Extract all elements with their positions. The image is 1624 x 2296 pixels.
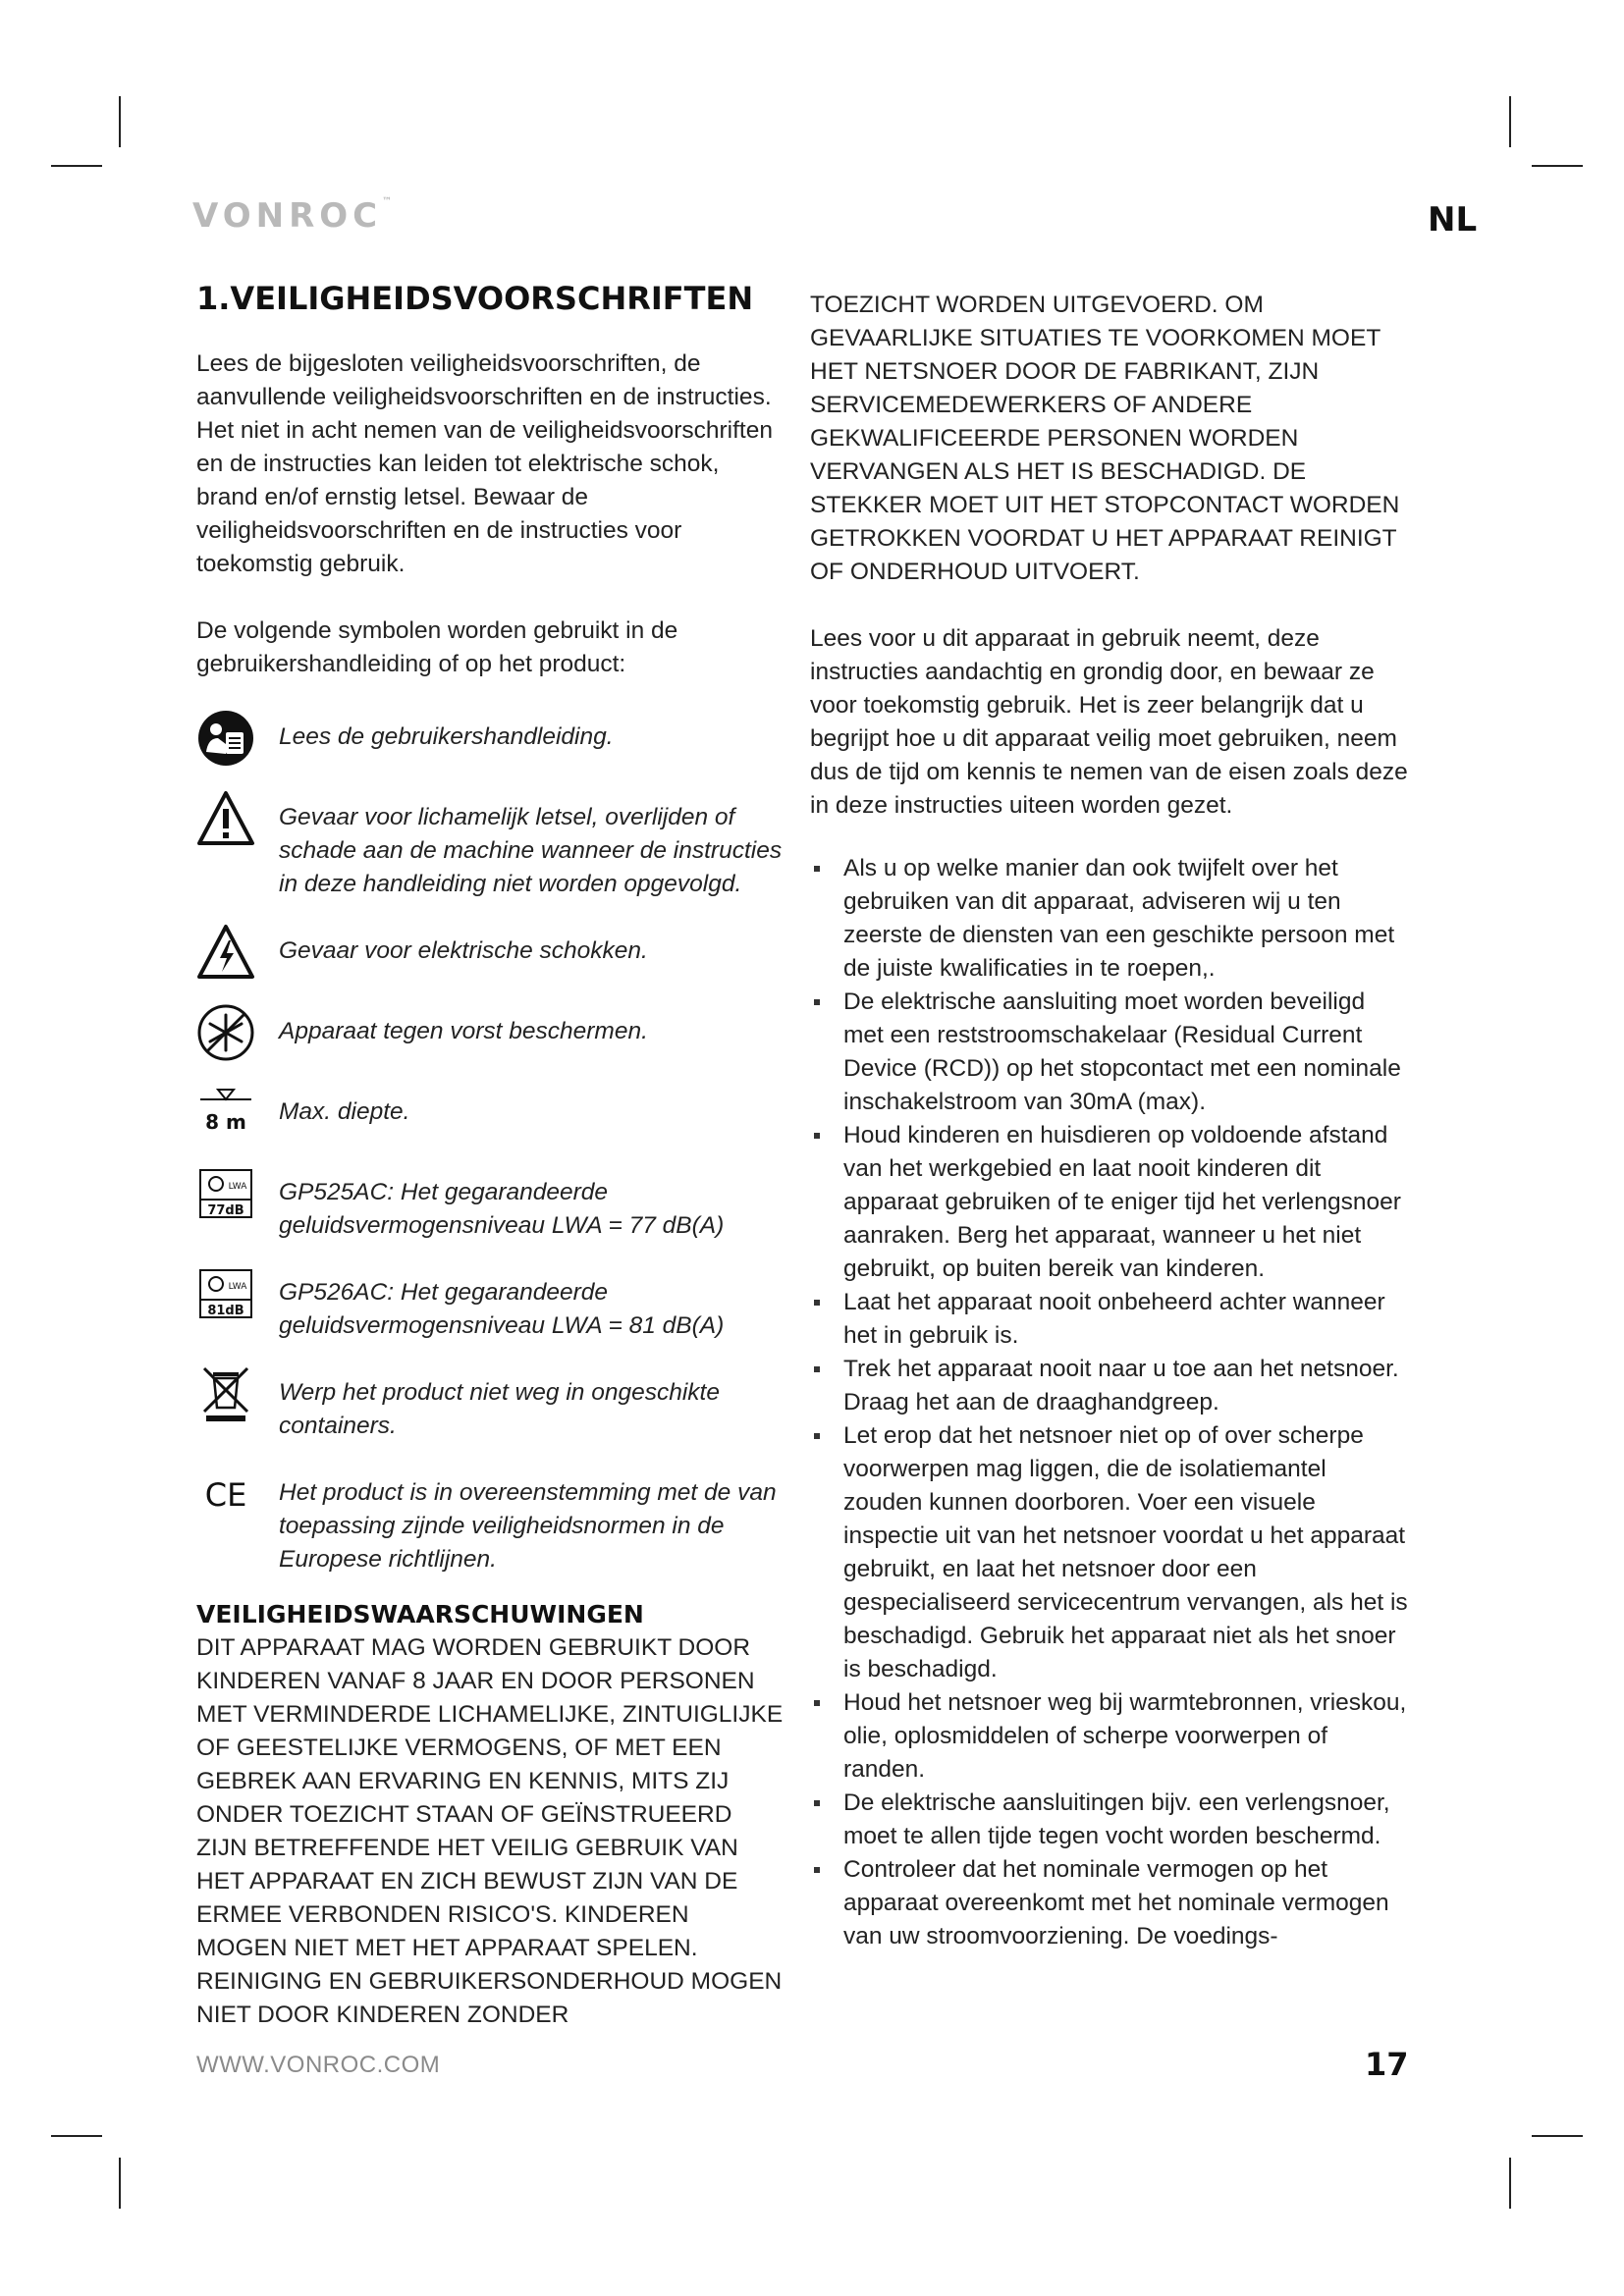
symbol-row <box>196 923 784 982</box>
symbol-row <box>196 1264 784 1343</box>
list-item: Houd het netsnoer weg bij warmtebronnen, vrieskou, olie, oplosmiddelen of scherpe voorwerpen of randen. <box>810 1686 1409 1787</box>
symbol-text: Max. diepte. <box>279 1098 410 1125</box>
list-item: Let erop dat het netsnoer niet op of over scherpe voorwerpen mag liggen, die de isolatiemantel zouden kunnen doorboren. Voer een visuele inspectie uit van het netsnoer voordat u het apparaat gebruikt, en laat het netsnoer door een gespecialiseerd servicecentrum vervangen, als het is beschadigd. Gebruik het apparaat niet als het snoer is beschadigd. <box>810 1419 1409 1686</box>
safety-bullet-list <box>810 852 1409 1953</box>
depth-icon <box>196 1084 255 1143</box>
symbol-text: Apparaat tegen vorst beschermen. <box>279 1018 648 1044</box>
crop-mark <box>119 96 121 147</box>
left-column <box>196 279 784 2032</box>
symbol-text: GP526AC: Het gegarandeerde geluidsvermogensniveau LWA = 81 dB(A) <box>279 1279 725 1339</box>
list-item: Houd kinderen en huisdieren op voldoende afstand van het werkgebied en laat nooit kinderen dit apparaat gebruiken of te eniger tijd het verlengsnoer aanraken. Berg het apparaat, wanneer u het niet gebruikt, op buiten bereik van kinderen. <box>810 1119 1409 1286</box>
symbol-text: Werp het product niet weg in ongeschikte containers. <box>279 1379 720 1439</box>
warnings-caps-continued: TOEZICHT WORDEN UITGEVOERD. OM GEVAARLIJKE SITUATIES TE VOORKOMEN MOET HET NETSNOER DOOR DE FABRIKANT, ZIJN SERVICEMEDEWERKERS OF ANDERE GEKWALIFICEERDE PERSONEN WORDEN VERVANGEN ALS HET IS BESCHADIGD. DE STEKKER MOET UIT HET STOPCONTACT WORDEN GETROKKEN VOORDAT U HET APPARAAT REINIGT OF ONDERHOUD UITVOERT. <box>810 292 1400 585</box>
warnings-title: VEILIGHEIDSWAARSCHUWINGEN <box>196 1600 644 1629</box>
right-column <box>810 289 1409 1953</box>
symbol-text: Het product is in overeenstemming met de van toepassing zijnde veiligheidsnormen in de Europese richtlijnen. <box>279 1479 777 1573</box>
list-item: De elektrische aansluitingen bijv. een verlengsnoer, moet te allen tijde tegen vocht worden beschermd. <box>810 1787 1409 1853</box>
ce-label: CE <box>204 1476 247 1514</box>
ce-mark-icon <box>196 1465 255 1523</box>
symbol-row <box>196 1465 784 1576</box>
weee-bin-icon <box>196 1364 255 1423</box>
list-item: Laat het apparaat nooit onbeheerd achter wanneer het in gebruik is. <box>810 1286 1409 1353</box>
symbol-row <box>196 1164 784 1243</box>
sound-power-icon <box>196 1164 255 1223</box>
depth-label: 8 m <box>205 1110 246 1134</box>
sound-level-label: 81dB <box>207 1304 244 1318</box>
symbol-text: GP525AC: Het gegarandeerde geluidsvermogensniveau LWA = 77 dB(A) <box>279 1179 725 1239</box>
list-item: Controleer dat het nominale vermogen op het apparaat overeenkomt met het nominale vermogen van uw stroomvoorziening. De voedings- <box>810 1853 1409 1953</box>
symbols-intro: De volgende symbolen worden gebruikt in de gebruikershandleiding of op het product: <box>196 617 678 677</box>
symbol-row <box>196 1003 784 1062</box>
crop-mark <box>51 165 102 167</box>
frost-icon <box>196 1003 255 1062</box>
crop-mark <box>1532 2135 1583 2137</box>
symbol-text: Gevaar voor lichamelijk letsel, overlijden of schade aan de machine wanneer de instructies in deze handleiding niet worden opgevolgd. <box>279 804 783 897</box>
electric-shock-icon <box>196 923 255 982</box>
brand-logo: VONROC™ <box>192 196 393 236</box>
symbol-row <box>196 709 784 768</box>
crop-mark <box>51 2135 102 2137</box>
read-instructions-paragraph: Lees voor u dit apparaat in gebruik neemt, deze instructies aandachtig en grondig door, en bewaar ze voor toekomstig gebruik. Het is zeer belangrijk dat u begrijpt hoe u dit apparaat veilig moet gebruiken, neem dus de tijd om kennis te nemen van de eisen zoals deze in deze instructies uiteen worden gezet. <box>810 625 1408 819</box>
list-item: Trek het apparaat nooit naar u toe aan het netsnoer. Draag het aan de draaghandgreep. <box>810 1353 1409 1419</box>
crop-mark <box>119 2158 121 2209</box>
crop-mark <box>1509 2158 1511 2209</box>
sound-power-icon <box>196 1264 255 1323</box>
symbol-text: Lees de gebruikershandleiding. <box>279 723 614 750</box>
list-item: Als u op welke manier dan ook twijfelt over het gebruiken van dit apparaat, adviseren wij u ten zeerste de diensten van een geschikte persoon met de juiste kwalificaties in te roepen,. <box>810 852 1409 986</box>
warning-icon <box>196 789 255 848</box>
warnings-caps-text: DIT APPARAAT MAG WORDEN GEBRUIKT DOOR KINDEREN VANAF 8 JAAR EN DOOR PERSONEN MET VERMINDERDE LICHAMELIJKE, ZINTUIGLIJKE OF GEESTELIJKE VERMOGENS, OF MET EEN GEBREK AAN ERVARING EN KENNIS, MITS ZIJ ONDER TOEZICHT STAAN OF GEÏNSTRUEERD ZIJN BETREFFENDE HET VEILIG GEBRUIK VAN HET APPARAAT EN ZICH BEWUST ZIJN VAN DE ERMEE VERBONDEN RISICO'S. KINDEREN MOGEN NIET MET HET APPARAAT SPELEN. REINIGING EN GEBRUIKERSONDERHOUD MOGEN NIET DOOR KINDEREN ZONDER <box>196 1634 784 2028</box>
section-title: 1.VEILIGHEIDSVOORSCHRIFTEN <box>196 280 754 317</box>
intro-paragraph: Lees de bijgesloten veiligheidsvoorschriften, de aanvullende veiligheidsvoorschriften en de instructies. Het niet in acht nemen van de veiligheidsvoorschriften en de instructies kan leiden tot elektrische schok, brand en/of ernstig letsel. Bewaar de veiligheidsvoorschriften en de instructies voor toekomstig gebruik. <box>196 350 773 577</box>
sound-sub-label: LWA <box>228 1182 247 1192</box>
sound-sub-label: LWA <box>228 1282 247 1292</box>
crop-mark <box>1509 96 1511 147</box>
symbol-row <box>196 1084 784 1143</box>
list-item: De elektrische aansluiting moet worden beveiligd met een reststroomschakelaar (Residual Current Device (RCD)) op het stopcontact met een nominale inschakelstroom van 30mA (max). <box>810 986 1409 1119</box>
sound-level-label: 77dB <box>207 1203 244 1218</box>
page-number: 17 <box>1365 2046 1409 2083</box>
symbol-row <box>196 1364 784 1443</box>
language-code: NL <box>1428 200 1478 240</box>
symbol-row <box>196 789 784 901</box>
manual-icon <box>196 709 255 768</box>
symbol-text: Gevaar voor elektrische schokken. <box>279 937 648 964</box>
footer-url: WWW.VONROC.COM <box>196 2052 441 2078</box>
crop-mark <box>1532 165 1583 167</box>
symbol-list <box>196 709 784 1576</box>
